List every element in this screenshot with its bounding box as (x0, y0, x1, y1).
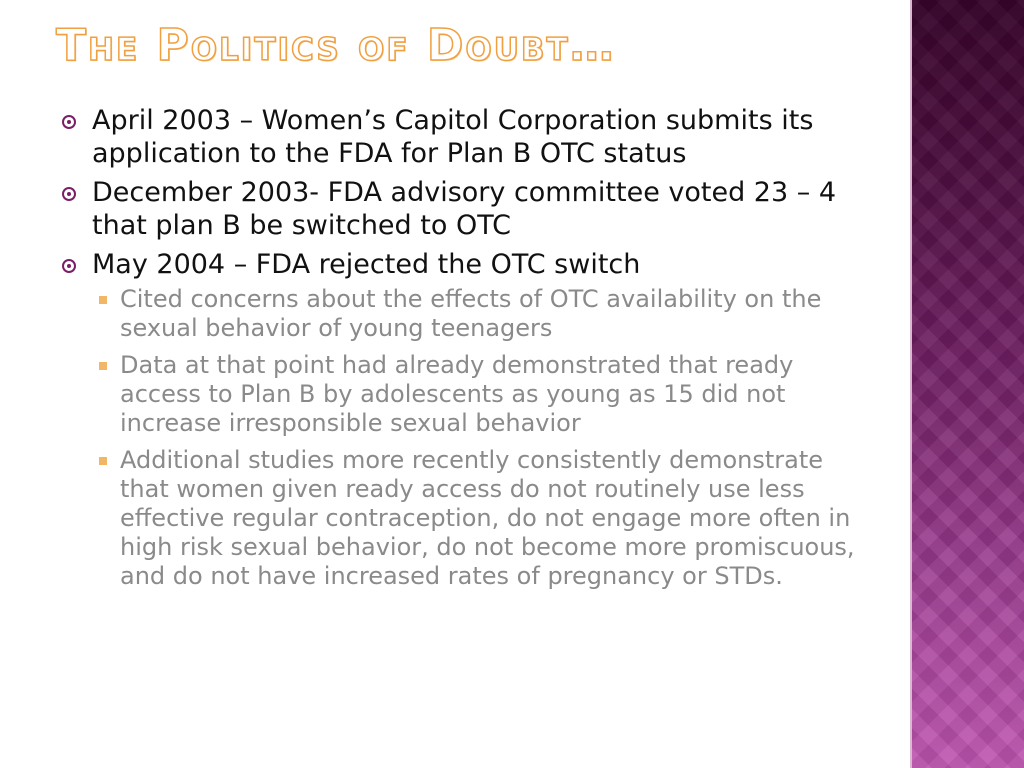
circle-dot-bullet-icon (62, 259, 76, 273)
circle-dot-bullet-icon (62, 115, 76, 129)
sub-bullet-list (92, 285, 862, 591)
sub-bullet-text: Cited concerns about the effects of OTC availability on the sexual behavior of young teenagers (120, 285, 822, 342)
sub-bullet-item-additional-studies (92, 446, 862, 591)
bullet-text: December 2003- FDA advisory committee voted 23 – 4 that plan B be switched to OTC (92, 177, 837, 241)
bullet-item-april-2003 (62, 104, 862, 170)
slide-content (62, 104, 862, 599)
square-bullet-icon (99, 296, 107, 304)
square-bullet-icon (99, 362, 107, 370)
sub-bullet-text: Data at that point had already demonstrated that ready access to Plan B by adolescents as young as 15 did not increase irresponsible sexual behavior (120, 351, 794, 437)
sub-bullet-item-cited-concerns (92, 285, 862, 343)
bullet-item-may-2004 (62, 248, 862, 591)
bullet-text: April 2003 – Women’s Capitol Corporation submits its application to the FDA for Plan B OTC status (92, 105, 814, 169)
bullet-item-december-2003 (62, 176, 862, 242)
sub-bullet-text: Additional studies more recently consistently demonstrate that women given ready access do not routinely use less effective regular contraception, do not engage more often in high risk sexual behavior, do not become more promiscuous, and do not have increased rates of pregnancy or STDs. (120, 446, 855, 590)
bullet-text: May 2004 – FDA rejected the OTC switch (92, 249, 641, 280)
circle-dot-bullet-icon (62, 187, 76, 201)
square-bullet-icon (99, 457, 107, 465)
decorative-side-band (912, 0, 1024, 768)
sub-bullet-item-data (92, 351, 862, 438)
slide-title: The Politics of Doubt… (56, 20, 616, 71)
bullet-list (62, 104, 862, 591)
